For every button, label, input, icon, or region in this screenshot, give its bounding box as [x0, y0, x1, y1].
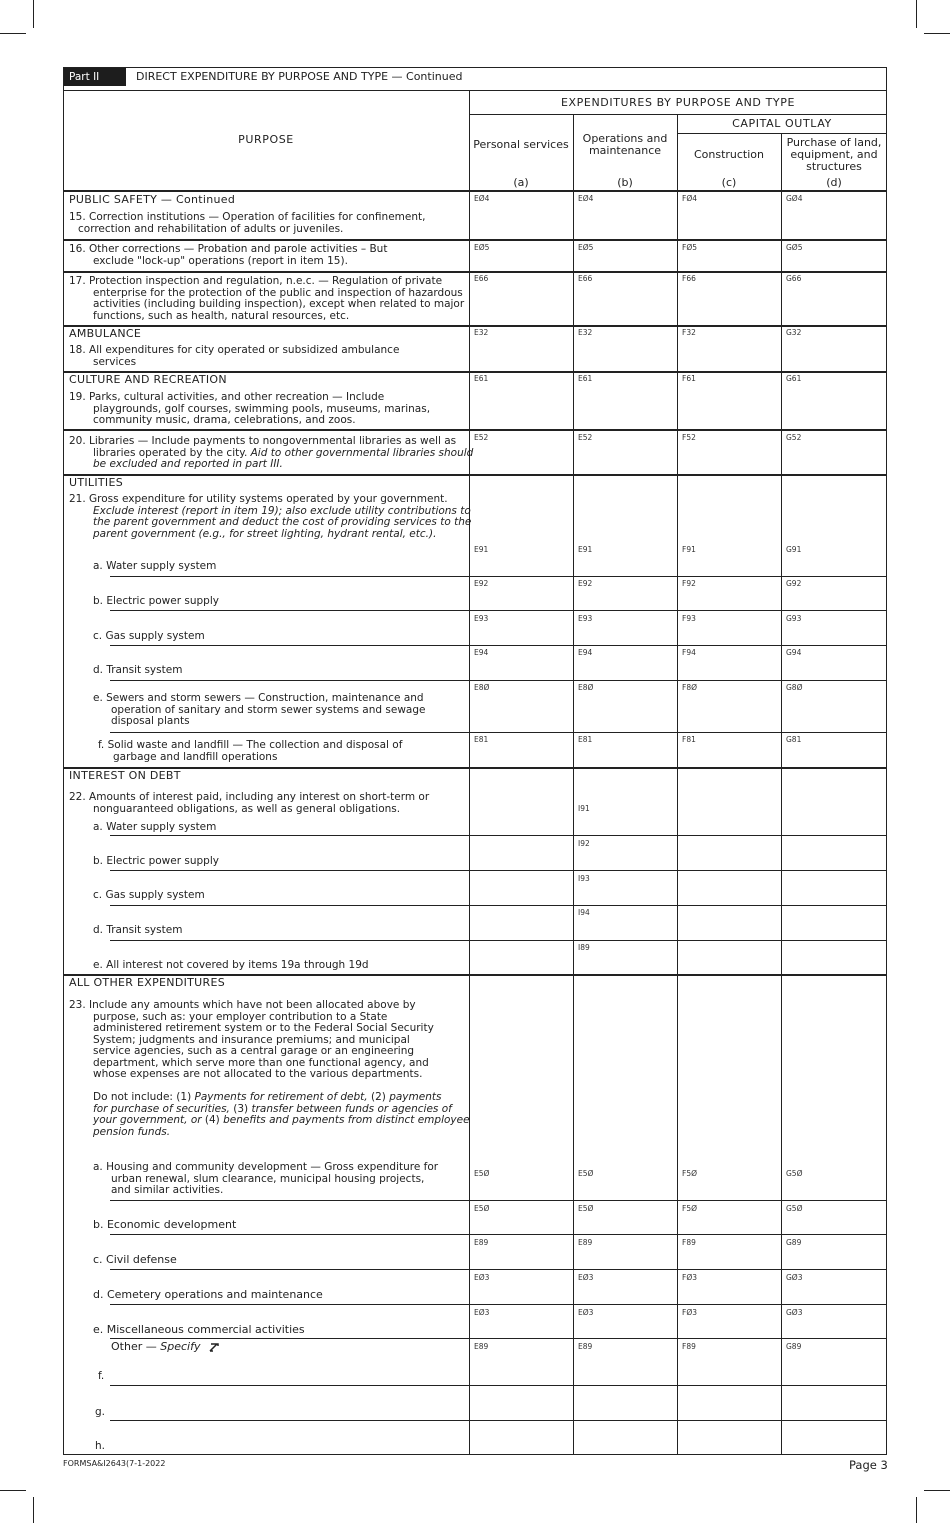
entry-code: F89 — [682, 1238, 696, 1247]
part-title: DIRECT EXPENDITURE BY PURPOSE AND TYPE — Continued — [136, 70, 463, 83]
entry-code: EØ4 — [578, 194, 594, 203]
interest-water: a. Water supply system — [93, 821, 217, 833]
underline — [110, 610, 887, 611]
col-b-heading: Operations and maintenance — [582, 132, 668, 157]
divider — [63, 190, 887, 192]
crop-mark — [0, 33, 26, 34]
entry-code: F89 — [682, 1342, 696, 1351]
entry-code: FØ5 — [682, 243, 697, 252]
entry-code: G81 — [786, 735, 802, 744]
entry-code: F81 — [682, 735, 696, 744]
entry-code: G5Ø — [786, 1204, 803, 1213]
entry-code: E5Ø — [474, 1169, 490, 1178]
entry-code: F5Ø — [682, 1169, 697, 1178]
section-utilities: UTILITIES — [69, 476, 123, 489]
item-20: 20. Libraries — Include payments to nongovernmental libraries as well as libraries operated by the city. Aid to other governmental libraries should be excluded and reported in part III. — [69, 435, 474, 470]
expenditures-heading: EXPENDITURES BY PURPOSE AND TYPE — [560, 96, 795, 109]
entry-code: E89 — [578, 1238, 593, 1247]
entry-code: E89 — [474, 1342, 489, 1351]
entry-code: E81 — [474, 735, 489, 744]
entry-code: GØ4 — [786, 194, 803, 203]
purpose-heading: PURPOSE — [238, 133, 294, 146]
utility-electric: b. Electric power supply — [93, 595, 219, 607]
entry-code: GØ3 — [786, 1308, 803, 1317]
item-18: 18. All expenditures for city operated or subsidized ambulance services — [69, 344, 400, 368]
divider — [63, 90, 887, 91]
entry-code: F66 — [682, 274, 696, 283]
other-specify: Other — Specify — [111, 1341, 220, 1353]
entry-code: G93 — [786, 614, 802, 623]
underline — [110, 835, 887, 836]
underline — [110, 905, 887, 906]
entry-code: GØ3 — [786, 1273, 803, 1282]
divider — [469, 114, 887, 115]
entry-code: E5Ø — [578, 1204, 594, 1213]
entry-code: EØ3 — [474, 1308, 490, 1317]
other-housing: a. Housing and community development — Gross expenditure for urban renewal, slum clearance, municipal housing projects, and similar activities. — [93, 1161, 439, 1196]
utility-solid-waste: f. Solid waste and landfill — The collection and disposal of garbage and landfill operations — [98, 739, 403, 763]
other-g-input[interactable] — [110, 1420, 887, 1421]
entry-code: FØ3 — [682, 1308, 697, 1317]
item-21: 21. Gross expenditure for utility systems operated by your government. Exclude interest (report in item 19); also exclude utility contributions to the parent government and deduct the cost of providing services to the parent government (e.g., for street lighting, hydrant rental, etc.). — [69, 493, 472, 540]
entry-code: EØ5 — [474, 243, 490, 252]
col-d-heading: Purchase of land, equipment, and structures — [786, 136, 882, 173]
entry-code: E94 — [578, 648, 593, 657]
entry-code: G5Ø — [786, 1169, 803, 1178]
column-rule — [677, 114, 678, 1455]
entry-code: G61 — [786, 374, 802, 383]
page-number: Page 3 — [849, 1458, 888, 1472]
entry-code: F5Ø — [682, 1204, 697, 1213]
entry-code: EØ5 — [578, 243, 594, 252]
entry-code: E32 — [474, 328, 489, 337]
entry-code: I89 — [578, 943, 590, 952]
entry-code: F52 — [682, 433, 696, 442]
crop-mark — [916, 1497, 917, 1523]
capital-outlay-heading: CAPITAL OUTLAY — [732, 117, 832, 130]
crop-mark — [33, 0, 34, 28]
crop-mark — [916, 0, 917, 28]
entry-code: E92 — [578, 579, 593, 588]
underline — [110, 645, 887, 646]
do-not-include: Do not include: (1) Payments for retirement of debt, (2) payments for purchase of securities, (3) transfer between funds or agencies of your government, or (4) benefits and payments from distinct employee pension funds. — [93, 1091, 470, 1138]
item-16: 16. Other corrections — Probation and parole activities – But exclude "lock-up" operations (report in item 15). — [69, 243, 388, 267]
row-divider — [63, 271, 887, 273]
other-f-input[interactable] — [110, 1385, 887, 1386]
entry-code: EØ3 — [474, 1273, 490, 1282]
col-c-heading: Construction — [693, 148, 765, 161]
underline — [110, 940, 887, 941]
entry-code: E52 — [474, 433, 489, 442]
entry-code: E66 — [578, 274, 593, 283]
col-a-heading: Personal services — [473, 138, 569, 151]
crop-mark — [0, 1490, 26, 1491]
entry-code: G94 — [786, 648, 802, 657]
entry-code: G92 — [786, 579, 802, 588]
crop-mark — [33, 1497, 34, 1523]
other-civil-defense: c. Civil defense — [93, 1253, 177, 1266]
interest-electric: b. Electric power supply — [93, 855, 219, 867]
section-other: ALL OTHER EXPENDITURES — [69, 976, 225, 989]
row-divider — [63, 325, 887, 327]
entry-code: G8Ø — [786, 683, 803, 692]
col-b-letter: (b) — [617, 176, 633, 189]
entry-code: F61 — [682, 374, 696, 383]
utility-sewers: e. Sewers and storm sewers — Construction, maintenance and operation of sanitary and storm sewer systems and sewage disposal plants — [93, 692, 426, 727]
column-rule — [469, 90, 470, 1455]
entry-code: E61 — [474, 374, 489, 383]
utility-transit: d. Transit system — [93, 664, 183, 676]
section-culture: CULTURE AND RECREATION — [69, 373, 227, 386]
other-economic: b. Economic development — [93, 1218, 237, 1231]
entry-code: E5Ø — [578, 1169, 594, 1178]
entry-code: E61 — [578, 374, 593, 383]
underline — [110, 1200, 887, 1201]
row-divider — [63, 474, 887, 476]
entry-code: F93 — [682, 614, 696, 623]
column-rule — [573, 114, 574, 1455]
underline — [110, 870, 887, 871]
entry-code: GØ5 — [786, 243, 803, 252]
underline — [110, 680, 887, 681]
entry-code: E92 — [474, 579, 489, 588]
other-f-label: f. — [98, 1370, 105, 1382]
item-19: 19. Parks, cultural activities, and other recreation — Include playgrounds, golf courses, swimming pools, museums, marinas, community music, drama, celebrations, and zoos. — [69, 391, 431, 426]
underline — [110, 1269, 887, 1270]
entry-code: EØ3 — [578, 1308, 594, 1317]
entry-code: G32 — [786, 328, 802, 337]
underline — [110, 732, 887, 733]
entry-code: E93 — [578, 614, 593, 623]
entry-code: E91 — [474, 545, 489, 554]
entry-code: E5Ø — [474, 1204, 490, 1213]
entry-code: EØ3 — [578, 1273, 594, 1282]
form-number: FORMSA&I2643(7-1-2022 — [63, 1459, 166, 1468]
entry-code: I92 — [578, 839, 590, 848]
entry-code: E8Ø — [578, 683, 594, 692]
section-interest: INTEREST ON DEBT — [69, 769, 181, 782]
other-h-label: h. — [95, 1440, 105, 1452]
entry-code: F92 — [682, 579, 696, 588]
entry-code: EØ4 — [474, 194, 490, 203]
item-23: 23. Include any amounts which have not been allocated above by purpose, such as: your employer contribution to a State administered retirement system or to the Federal Social Security System; judgments and insurance premiums; and municipal service agencies, such as a central garage or an engineering department, which serve more than one functional agency, and whose expenses are not allocated to the various departments. — [69, 999, 434, 1080]
item-15: 15. Correction institutions — Operation of facilities for confinement, correction and rehabilitation of adults or juveniles. — [69, 211, 426, 235]
entry-code: E52 — [578, 433, 593, 442]
entry-code: F8Ø — [682, 683, 697, 692]
entry-code: E32 — [578, 328, 593, 337]
entry-code: FØ3 — [682, 1273, 697, 1282]
row-divider — [63, 767, 887, 769]
entry-code: G89 — [786, 1238, 802, 1247]
entry-code: E89 — [474, 1238, 489, 1247]
section-public-safety: PUBLIC SAFETY — Continued — [69, 193, 236, 206]
entry-code: G66 — [786, 274, 802, 283]
entry-code: I93 — [578, 874, 590, 883]
entry-code: E94 — [474, 648, 489, 657]
col-d-letter: (d) — [826, 176, 842, 189]
underline — [110, 576, 887, 577]
entry-code: F32 — [682, 328, 696, 337]
entry-code: G52 — [786, 433, 802, 442]
other-cemetery: d. Cemetery operations and maintenance — [93, 1288, 323, 1301]
entry-code: I94 — [578, 908, 590, 917]
col-c-letter: (c) — [721, 176, 737, 189]
other-misc-commercial: e. Miscellaneous commercial activities — [93, 1323, 305, 1336]
underline — [110, 1304, 887, 1305]
interest-gas: c. Gas supply system — [93, 889, 205, 901]
pencil-icon — [208, 1341, 220, 1353]
entry-code: E66 — [474, 274, 489, 283]
entry-code: I91 — [578, 804, 590, 813]
interest-transit: d. Transit system — [93, 924, 183, 936]
entry-code: E8Ø — [474, 683, 490, 692]
other-g-label: g. — [95, 1406, 106, 1418]
column-rule — [781, 133, 782, 1455]
utility-gas: c. Gas supply system — [93, 630, 205, 642]
entry-code: FØ4 — [682, 194, 697, 203]
part-label: Part II — [64, 68, 126, 86]
entry-code: G89 — [786, 1342, 802, 1351]
underline — [110, 1234, 887, 1235]
item-17: 17. Protection inspection and regulation, n.e.c. — Regulation of private enterprise for the protection of the public and inspection of hazardous activities (including building inspection), except when related to major functions, such as health, natural resources, etc. — [69, 275, 465, 322]
interest-other: e. All interest not covered by items 19a through 19d — [93, 959, 369, 971]
entry-code: E93 — [474, 614, 489, 623]
entry-code: F91 — [682, 545, 696, 554]
divider — [677, 133, 887, 134]
underline — [110, 1338, 887, 1339]
entry-code: F94 — [682, 648, 696, 657]
row-divider — [63, 429, 887, 431]
row-divider — [63, 239, 887, 241]
section-ambulance: AMBULANCE — [69, 327, 142, 340]
entry-code: E89 — [578, 1342, 593, 1351]
entry-code: E91 — [578, 545, 593, 554]
entry-code: E81 — [578, 735, 593, 744]
entry-code: G91 — [786, 545, 802, 554]
crop-mark — [924, 1490, 950, 1491]
col-a-letter: (a) — [513, 176, 529, 189]
crop-mark — [924, 33, 950, 34]
item-22: 22. Amounts of interest paid, including any interest on short-term or nonguaranteed obligations, as well as general obligations. — [69, 791, 430, 815]
utility-water: a. Water supply system — [93, 560, 217, 572]
